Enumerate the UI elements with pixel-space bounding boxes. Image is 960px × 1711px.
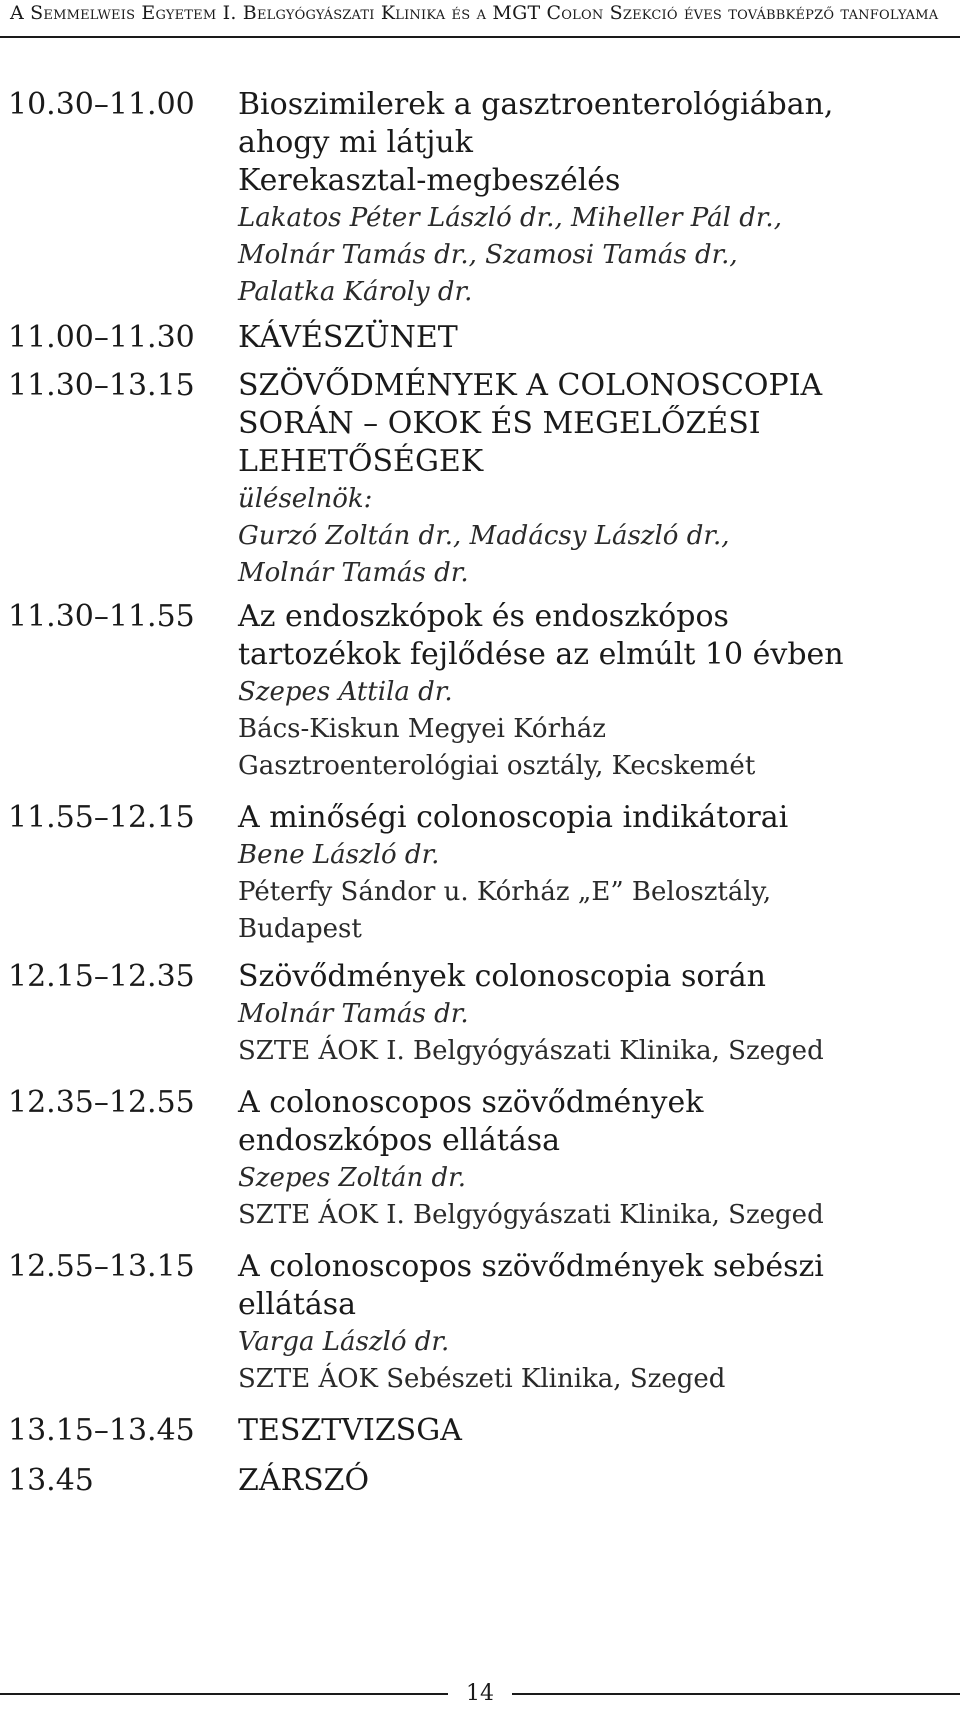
entry-title-line: TESZTVIZSGA (238, 1413, 462, 1448)
entry-title-line: SORÁN – OKOK ÉS MEGELŐZÉSI (238, 406, 761, 441)
entry-title-line: SZÖVŐDMÉNYEK A COLONOSCOPIA (238, 368, 823, 403)
entry-time: 13.45 (8, 1463, 94, 1498)
entry-title-line: A colonoscopos szövődmények (238, 1085, 704, 1120)
entry-spacer (8, 311, 953, 319)
entry-speaker-line: Varga László dr. (238, 1327, 450, 1357)
footer-divider-right (512, 1693, 960, 1695)
entry-content (238, 367, 953, 592)
entry-speaker-line: Molnár Tamás dr. (238, 999, 469, 1029)
program-entry (8, 1084, 953, 1234)
program-entry (8, 1412, 953, 1450)
program-list (8, 86, 953, 1500)
entry-speaker-line: Gurzó Zoltán dr., Madácsy László dr., (238, 521, 730, 551)
entry-spacer (8, 948, 953, 958)
entry-title-line: ZÁRSZÓ (238, 1463, 370, 1498)
entry-speaker-line: Molnár Tamás dr., Szamosi Tamás dr., (238, 240, 738, 270)
entry-affiliation-line: Gasztroenterológiai osztály, Kecskemét (238, 751, 756, 781)
header-divider (0, 36, 960, 38)
page-number: 14 (466, 1681, 494, 1706)
program-entry (8, 799, 953, 948)
entry-time: 11.30–11.55 (8, 599, 195, 634)
entry-affiliation-line: SZTE ÁOK Sebészeti Klinika, Szeged (238, 1364, 726, 1394)
entry-content (238, 958, 953, 1070)
entry-speaker-line: Szepes Attila dr. (238, 677, 453, 707)
entry-title-line: A minőségi colonoscopia indikátorai (238, 800, 789, 835)
entry-time: 12.15–12.35 (8, 959, 195, 994)
program-entry (8, 1248, 953, 1398)
entry-affiliation-line: Péterfy Sándor u. Kórház „E” Belosztály, (238, 877, 772, 907)
entry-affiliation-line: Budapest (238, 914, 362, 944)
entry-content (238, 598, 953, 785)
entry-time: 11.00–11.30 (8, 320, 195, 355)
entry-content (238, 319, 953, 357)
entry-speaker-line: Bene László dr. (238, 840, 440, 870)
entry-time: 13.15–13.45 (8, 1413, 195, 1448)
entry-spacer (8, 1234, 953, 1248)
entry-time: 12.35–12.55 (8, 1085, 195, 1120)
program-entry (8, 958, 953, 1070)
entry-content (238, 1248, 953, 1398)
program-entry (8, 319, 953, 357)
entry-title-line: endoszkópos ellátása (238, 1123, 561, 1158)
entry-title-line: Bioszimilerek a gasztroenterológiában, (238, 87, 834, 122)
entry-affiliation-line: SZTE ÁOK I. Belgyógyászati Klinika, Szeged (238, 1200, 824, 1230)
footer-divider-left (0, 1693, 448, 1695)
entry-time: 12.55–13.15 (8, 1249, 195, 1284)
program-entry (8, 367, 953, 592)
entry-time: 11.30–13.15 (8, 368, 195, 403)
program-entry (8, 86, 953, 311)
entry-title-line: ellátása (238, 1287, 357, 1322)
entry-spacer (8, 357, 953, 367)
entry-speaker-line: Lakatos Péter László dr., Miheller Pál dr., (238, 203, 782, 233)
page-footer (0, 1679, 960, 1709)
entry-title-line: A colonoscopos szövődmények sebészi (238, 1249, 824, 1284)
entry-title-line: LEHETŐSÉGEK (238, 444, 484, 479)
entry-content (238, 1084, 953, 1234)
entry-content (238, 1462, 953, 1500)
entry-affiliation-line: Bács-Kiskun Megyei Kórház (238, 714, 606, 744)
entry-title-line: KÁVÉSZÜNET (238, 320, 458, 355)
entry-time: 11.55–12.15 (8, 800, 195, 835)
entry-time: 10.30–11.00 (8, 87, 195, 122)
entry-title-line: tartozékok fejlődése az elmúlt 10 évben (238, 637, 844, 672)
entry-spacer (8, 1450, 953, 1462)
entry-spacer (8, 1398, 953, 1412)
entry-content (238, 86, 953, 311)
entry-spacer (8, 785, 953, 799)
entry-speaker-line: Szepes Zoltán dr. (238, 1163, 467, 1193)
program-entry (8, 1462, 953, 1500)
entry-content (238, 1412, 953, 1450)
entry-title-line: Az endoszkópok és endoszkópos (238, 599, 729, 634)
entry-affiliation-line: SZTE ÁOK I. Belgyógyászati Klinika, Szeged (238, 1036, 824, 1066)
entry-title-line: Szövődmények colonoscopia során (238, 959, 766, 994)
entry-speaker-line: üléselnök: (238, 484, 373, 514)
entry-speaker-line: Palatka Károly dr. (238, 277, 473, 307)
running-header: A Semmelweis Egyetem I. Belgyógyászati Klinika és a MGT Colon Szekció éves továbbképző tanfolyama (10, 2, 939, 24)
entry-speaker-line: Molnár Tamás dr. (238, 558, 469, 588)
program-entry (8, 598, 953, 785)
entry-title-line: Kerekasztal-megbeszélés (238, 163, 621, 198)
entry-spacer (8, 1070, 953, 1084)
entry-content (238, 799, 953, 948)
entry-title-line: ahogy mi látjuk (238, 125, 473, 160)
